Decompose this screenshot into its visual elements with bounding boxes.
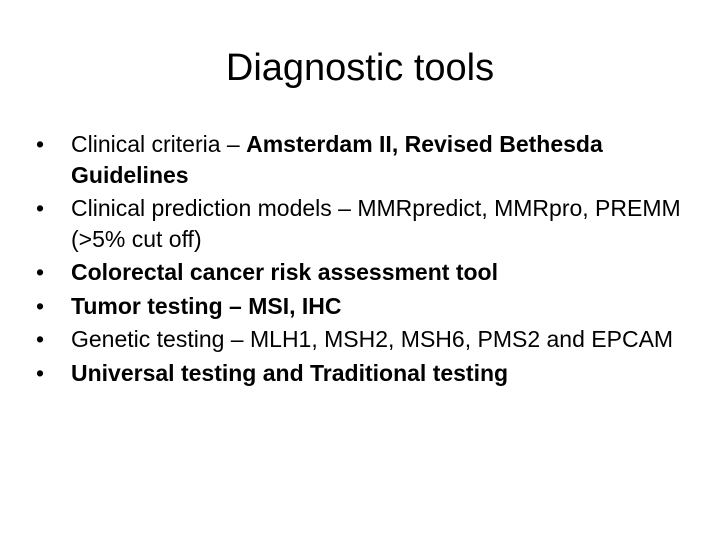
bullet-dot-icon: • bbox=[36, 292, 45, 319]
bullet-item-tumor-testing bbox=[36, 291, 686, 322]
bullet-item-universal-testing bbox=[36, 358, 686, 389]
bullet-text-bold: Tumor testing – MSI, IHC bbox=[71, 292, 342, 319]
bullet-text: Genetic testing – MLH1, MSH2, MSH6, PMS2 and EPCAM bbox=[71, 326, 674, 352]
bullet-text-bold: Universal testing and Traditional testing bbox=[71, 359, 509, 386]
bullet-item-clinical-prediction-models bbox=[36, 193, 686, 254]
bullet-text: Clinical prediction models – MMRpredict, MMRpro, PREMM (>5% cut off) bbox=[71, 195, 681, 252]
slide-title: Diagnostic tools bbox=[225, 47, 495, 89]
bullet-item-clinical-criteria bbox=[36, 129, 686, 190]
bullet-item-genetic-testing bbox=[36, 324, 686, 355]
bullet-dot-icon: • bbox=[36, 195, 45, 221]
bullet-list bbox=[36, 129, 686, 391]
bullet-text: Clinical criteria – bbox=[71, 131, 247, 157]
bullet-dot-icon: • bbox=[36, 326, 45, 352]
bullet-text-bold: Colorectal cancer risk assessment tool bbox=[71, 259, 498, 285]
bullet-text-bold: Amsterdam II, Revised Bethesda Guidelines bbox=[71, 131, 603, 188]
bullet-item-colorectal-risk-tool bbox=[36, 257, 686, 288]
bullet-dot-icon: • bbox=[36, 131, 45, 157]
bullet-dot-icon: • bbox=[36, 359, 45, 386]
bullet-dot-icon: • bbox=[36, 259, 45, 285]
